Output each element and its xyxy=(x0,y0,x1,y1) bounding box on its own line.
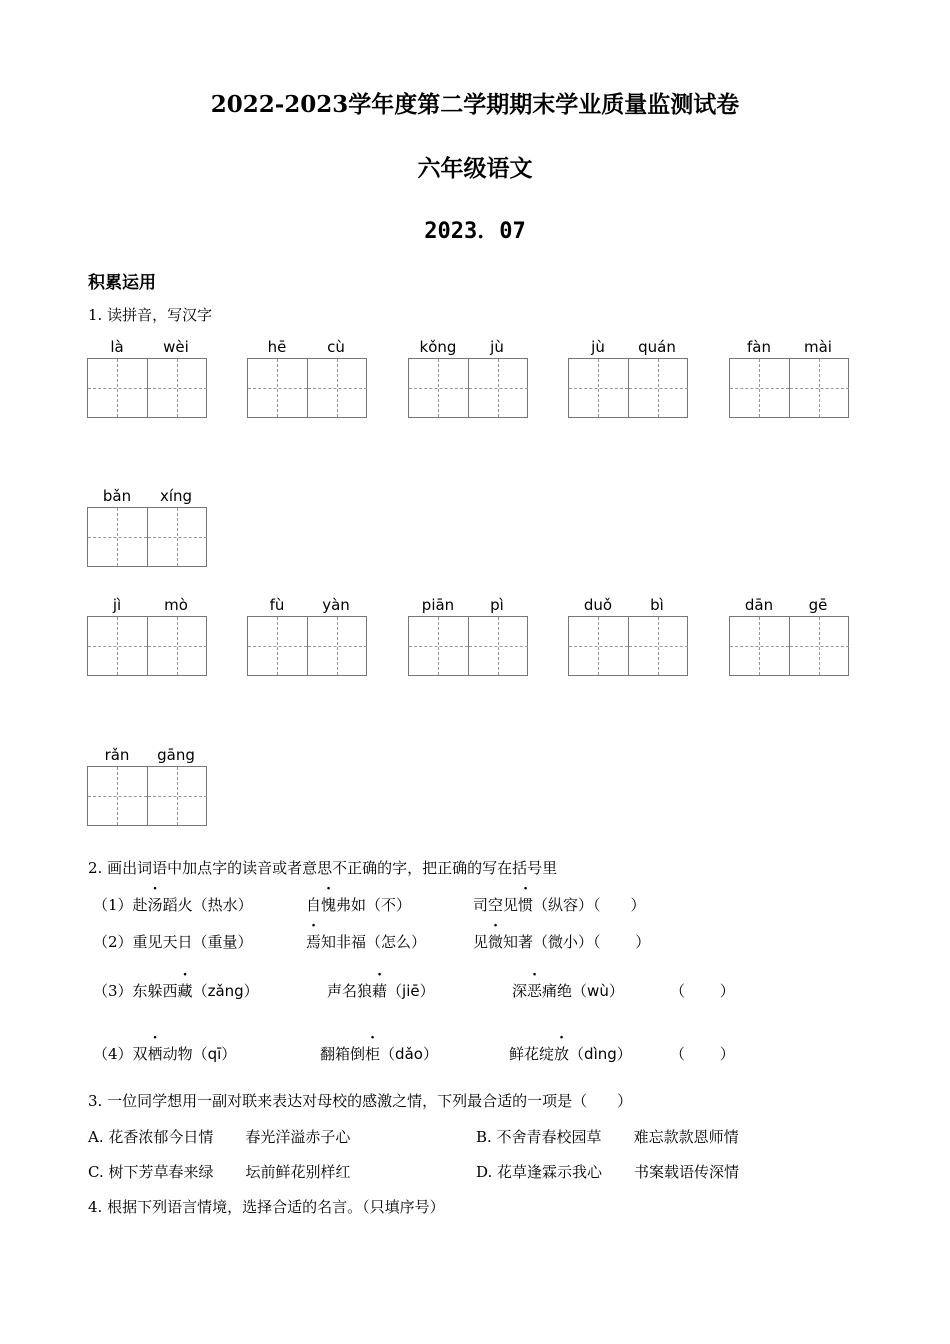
word-item xyxy=(93,894,253,915)
pinyin-label: jì xyxy=(112,596,122,614)
pinyin-word-group xyxy=(408,338,528,418)
pinyin-label: bǎn xyxy=(102,487,132,505)
word-text: 自 xyxy=(306,896,322,914)
writing-cell[interactable] xyxy=(789,617,849,675)
word-item xyxy=(473,894,646,915)
word-text: ） xyxy=(608,982,624,1000)
writing-cell[interactable] xyxy=(88,617,147,675)
option-first-line: D. 花草逢霖示我心 xyxy=(476,1163,603,1181)
word-item xyxy=(670,1043,735,1064)
word-text: 鲜花绽 xyxy=(509,1045,555,1063)
word-text: ） xyxy=(616,1045,632,1063)
pinyin-word-group xyxy=(247,596,367,676)
pinyin-word-group xyxy=(568,596,688,676)
exam-title: 2022-2023学年度第二学期期末学业质量监测试卷 xyxy=(210,91,740,118)
tianzige-grid xyxy=(729,616,849,676)
pinyin-word-group xyxy=(87,487,207,567)
word-text: 翻箱倒 xyxy=(320,1045,366,1063)
dotted-character: 焉 xyxy=(306,933,322,951)
word-text: ） xyxy=(221,1045,237,1063)
dotted-character: 汤 xyxy=(147,896,163,914)
pinyin-label: duǒ xyxy=(583,596,613,614)
word-text: 声名狼 xyxy=(327,982,373,1000)
tianzige-grid xyxy=(87,507,207,567)
dotted-character: 藏 xyxy=(177,982,193,1000)
writing-cell[interactable] xyxy=(409,359,468,417)
writing-cell[interactable] xyxy=(248,617,307,675)
pinyin-label: quán xyxy=(638,338,676,356)
pinyin-reading: jiē xyxy=(402,982,420,1000)
writing-cell[interactable] xyxy=(628,617,688,675)
option-second-line: 春光洋溢赤子心 xyxy=(245,1128,351,1146)
writing-cell[interactable] xyxy=(88,508,147,566)
pinyin-label: yàn xyxy=(322,596,350,614)
word-text: （ xyxy=(569,1045,585,1063)
tianzige-grid xyxy=(408,358,528,418)
tianzige-grid xyxy=(247,616,367,676)
pinyin-word-group xyxy=(408,596,528,676)
writing-cell[interactable] xyxy=(409,617,468,675)
option-first-line: B. 不舍青春校园草 xyxy=(476,1128,602,1146)
word-text: （2）重见天日（重量） xyxy=(93,933,253,951)
writing-cell[interactable] xyxy=(88,767,147,825)
tianzige-grid xyxy=(729,358,849,418)
pinyin-label: là xyxy=(110,338,124,356)
writing-cell[interactable] xyxy=(468,359,528,417)
question-2-prompt: 2. 画出词语中加点字的读音或者意思不正确的字，把正确的写在括号里 xyxy=(88,859,558,877)
word-text: （ xyxy=(387,982,403,1000)
writing-cell[interactable] xyxy=(147,767,207,825)
pinyin-label: gē xyxy=(808,596,828,614)
word-item xyxy=(473,931,650,952)
answer-option[interactable] xyxy=(476,1126,739,1147)
word-item xyxy=(320,1043,438,1064)
writing-cell[interactable] xyxy=(730,617,789,675)
dotted-character: 柜 xyxy=(365,1045,381,1063)
word-item xyxy=(306,931,426,952)
word-item xyxy=(670,980,735,1001)
option-first-line: C. 树下芳草春来绿 xyxy=(88,1163,214,1181)
word-text: ） xyxy=(422,1045,438,1063)
pinyin-label: hē xyxy=(267,338,287,356)
word-item xyxy=(93,980,259,1001)
word-item xyxy=(512,980,624,1001)
answer-option[interactable] xyxy=(88,1161,351,1182)
writing-cell[interactable] xyxy=(307,359,367,417)
pinyin-label: jù xyxy=(490,338,504,356)
tianzige-grid xyxy=(87,766,207,826)
pinyin-label: dān xyxy=(744,596,774,614)
pinyin-word-group xyxy=(568,338,688,418)
tianzige-grid xyxy=(87,616,207,676)
word-text: （纵容）（ ） xyxy=(533,896,646,914)
pinyin-word-group xyxy=(729,596,849,676)
answer-option[interactable] xyxy=(476,1161,739,1182)
answer-option[interactable] xyxy=(88,1126,350,1147)
section-title: 积累运用 xyxy=(88,273,156,293)
pinyin-word-group xyxy=(87,596,207,676)
word-text: （ ） xyxy=(670,982,735,1000)
pinyin-reading: qī xyxy=(207,1045,222,1063)
dotted-character: 放 xyxy=(554,1045,570,1063)
writing-cell[interactable] xyxy=(307,617,367,675)
dotted-character: 微 xyxy=(488,933,504,951)
pinyin-label: pì xyxy=(490,596,504,614)
pinyin-label: rǎn xyxy=(104,746,130,764)
pinyin-word-group xyxy=(729,338,849,418)
tianzige-grid xyxy=(568,358,688,418)
pinyin-label: gāng xyxy=(157,746,195,764)
word-text: ） xyxy=(243,982,259,1000)
word-item xyxy=(306,894,411,915)
word-text: （3）东躲西 xyxy=(93,982,178,1000)
option-first-line: A. 花香浓郁今日情 xyxy=(88,1128,214,1146)
word-text: 弗如（不） xyxy=(336,896,412,914)
tianzige-grid xyxy=(247,358,367,418)
word-text: 见 xyxy=(473,933,489,951)
exam-date: 2023．07 xyxy=(424,219,526,244)
pinyin-label: wèi xyxy=(163,338,189,356)
pinyin-label: piān xyxy=(421,596,455,614)
pinyin-label: mài xyxy=(804,338,832,356)
writing-cell[interactable] xyxy=(569,617,628,675)
word-item xyxy=(509,1043,632,1064)
pinyin-reading: dìng xyxy=(584,1045,617,1063)
dotted-character: 藉 xyxy=(372,982,388,1000)
dotted-character: 栖 xyxy=(147,1045,163,1063)
pinyin-label: jù xyxy=(591,338,605,356)
writing-cell[interactable] xyxy=(468,617,528,675)
word-item xyxy=(93,1043,236,1064)
writing-cell[interactable] xyxy=(147,617,207,675)
option-second-line: 难忘款款恩师情 xyxy=(633,1128,739,1146)
pinyin-word-group xyxy=(87,746,207,826)
word-text: 蹈火（热水） xyxy=(162,896,253,914)
question-1-prompt: 1. 读拼音，写汉字 xyxy=(88,306,213,324)
writing-cell[interactable] xyxy=(147,508,207,566)
word-text: 司空见 xyxy=(473,896,519,914)
question-3-prompt: 3. 一位同学想用一副对联来表达对母校的感激之情，下列最合适的一项是（ ） xyxy=(88,1092,633,1110)
dotted-character: 恶 xyxy=(527,982,543,1000)
word-text: 痛绝（ xyxy=(542,982,588,1000)
word-item xyxy=(327,980,435,1001)
word-text: （ xyxy=(380,1045,396,1063)
exam-subtitle: 六年级语文 xyxy=(417,155,533,182)
word-text: 知著（微小）（ ） xyxy=(503,933,651,951)
word-text: （4）双 xyxy=(93,1045,148,1063)
writing-cell[interactable] xyxy=(88,359,147,417)
word-text: （ ） xyxy=(670,1045,735,1063)
dotted-character: 惯 xyxy=(518,896,534,914)
question-4-prompt: 4. 根据下列语言情境，选择合适的名言。（只填序号） xyxy=(88,1198,445,1216)
pinyin-reading: wù xyxy=(587,982,609,1000)
writing-cell[interactable] xyxy=(628,359,688,417)
tianzige-grid xyxy=(568,616,688,676)
writing-cell[interactable] xyxy=(789,359,849,417)
pinyin-label: cù xyxy=(327,338,345,356)
word-text: 动物（ xyxy=(162,1045,208,1063)
option-second-line: 书案载语传深情 xyxy=(634,1163,740,1181)
option-second-line: 坛前鲜花别样红 xyxy=(245,1163,351,1181)
word-text: （ xyxy=(192,982,208,1000)
word-text: 知非福（怎么） xyxy=(321,933,427,951)
writing-cell[interactable] xyxy=(569,359,628,417)
pinyin-label: fàn xyxy=(747,338,771,356)
pinyin-label: bì xyxy=(650,596,664,614)
word-text: （1）赴 xyxy=(93,896,148,914)
tianzige-grid xyxy=(408,616,528,676)
pinyin-reading: zǎng xyxy=(207,982,244,1000)
pinyin-word-group xyxy=(247,338,367,418)
writing-cell[interactable] xyxy=(730,359,789,417)
pinyin-label: xíng xyxy=(159,487,193,505)
pinyin-label: fù xyxy=(269,596,285,614)
pinyin-word-group xyxy=(87,338,207,418)
pinyin-label: mò xyxy=(164,596,188,614)
writing-cell[interactable] xyxy=(248,359,307,417)
word-item xyxy=(93,931,253,952)
pinyin-label: kǒng xyxy=(419,338,457,356)
tianzige-grid xyxy=(87,358,207,418)
word-text: 深 xyxy=(512,982,528,1000)
dotted-character: 愧 xyxy=(321,896,337,914)
pinyin-reading: dǎo xyxy=(395,1045,423,1063)
writing-cell[interactable] xyxy=(147,359,207,417)
word-text: ） xyxy=(419,982,435,1000)
